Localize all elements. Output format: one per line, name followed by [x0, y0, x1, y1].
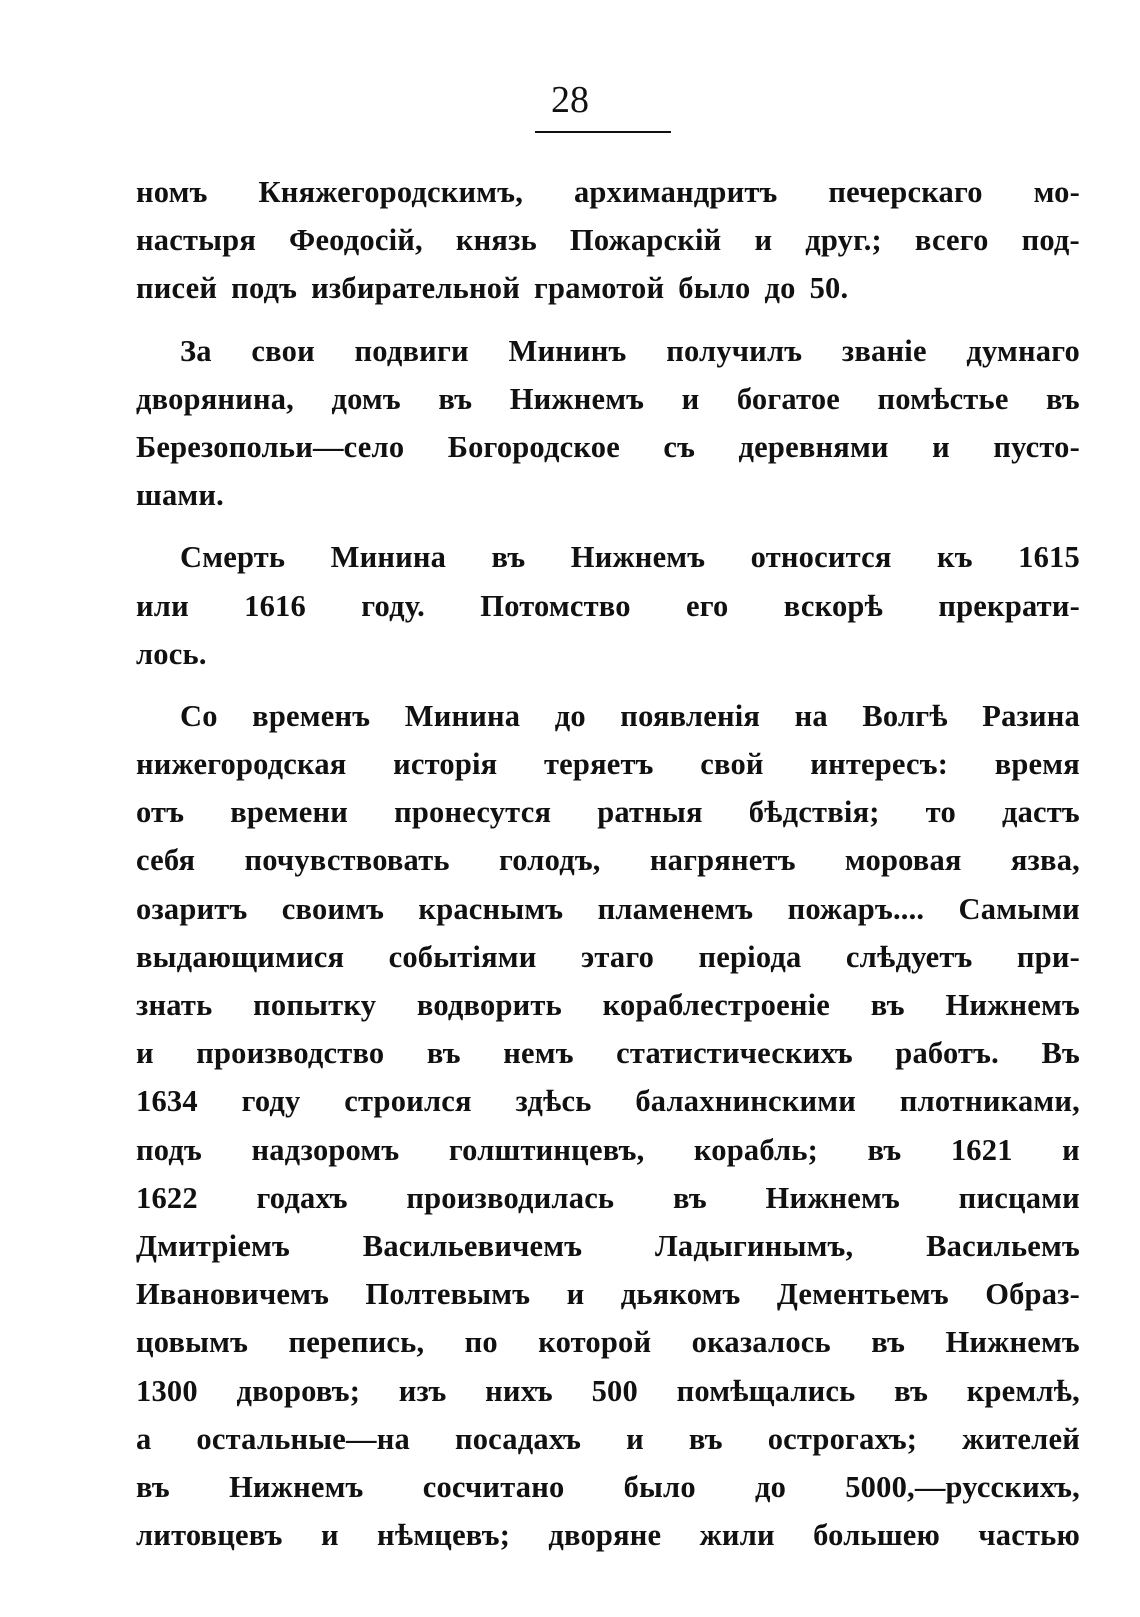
text-line: настыря Феодосій, князь Пожарскій и друг.; всего под- [136, 223, 1080, 258]
text-line: 1634 году строился здѣсь балахнинскими плотниками, [136, 1084, 1080, 1119]
body-text [136, 168, 1080, 1559]
text-line: отъ времени пронесутся ратныя бѣдствія; то дастъ [136, 795, 1080, 830]
text-line: въ Нижнемъ сосчитано было до 5000,—русскихъ, [136, 1469, 1080, 1504]
text-line: шами. [136, 478, 224, 513]
page-number: 28 [551, 79, 589, 121]
text-line: дворянина, домъ въ Нижнемъ и богатое помѣстье въ [136, 381, 1080, 416]
text-line: 1622 годахъ производилась въ Нижнемъ писцами [136, 1180, 1080, 1215]
text-line: литовцевъ и нѣмцевъ; дворяне жили большею частью [136, 1518, 1080, 1553]
text-line: Дмитріемъ Васильевичемъ Ладыгинымъ, Васильемъ [136, 1228, 1080, 1263]
text-line: озаритъ своимъ краснымъ пламенемъ пожаръ.... Самыми [136, 891, 1080, 926]
text-line: цовымъ перепись, по которой оказалось въ Нижнемъ [136, 1325, 1080, 1360]
text-line: знать попытку водворить кораблестроеніе въ Нижнемъ [136, 988, 1080, 1022]
text-line: а остальные—на посадахъ и въ острогахъ; жителей [136, 1421, 1080, 1456]
text-line: подъ надзоромъ голштинцевъ, корабль; въ 1621 и [136, 1132, 1080, 1167]
header-rule [535, 131, 671, 133]
text-line: Ивановичемъ Полтевымъ и дьякомъ Дементьемъ Образ- [136, 1277, 1080, 1312]
text-line: нижегородская исторія теряетъ свой интересъ: время [136, 747, 1080, 782]
text-line: выдающимися событіями этаго періода слѣдуетъ при- [136, 939, 1080, 974]
text-line: Березопольи—село Богородское съ деревнями и пусто- [136, 429, 1080, 464]
text-line: номъ Княжегородскимъ, архимандритъ печерскаго мо- [136, 175, 1080, 209]
text-line: писей подъ избирательной грамотой было до 50. [136, 271, 849, 306]
text-line: и производство въ немъ статистическихъ работъ. Въ [136, 1036, 1080, 1071]
text-line: Смерть Минина въ Нижнемъ относится къ 1615 [180, 540, 1080, 575]
text-line: Со временъ Минина до появленія на Волгѣ Разина [180, 698, 1080, 733]
text-line: 1300 дворовъ; изъ нихъ 500 помѣщались въ кремлѣ, [136, 1373, 1080, 1408]
text-line: или 1616 году. Потомство его вскорѣ прекрати- [136, 588, 1080, 623]
text-line: лось. [136, 636, 207, 671]
text-line: себя почувствовать голодъ, нагрянетъ моровая язва, [136, 843, 1080, 878]
text-line: За свои подвиги Мининъ получилъ званіе думнаго [180, 333, 1080, 368]
